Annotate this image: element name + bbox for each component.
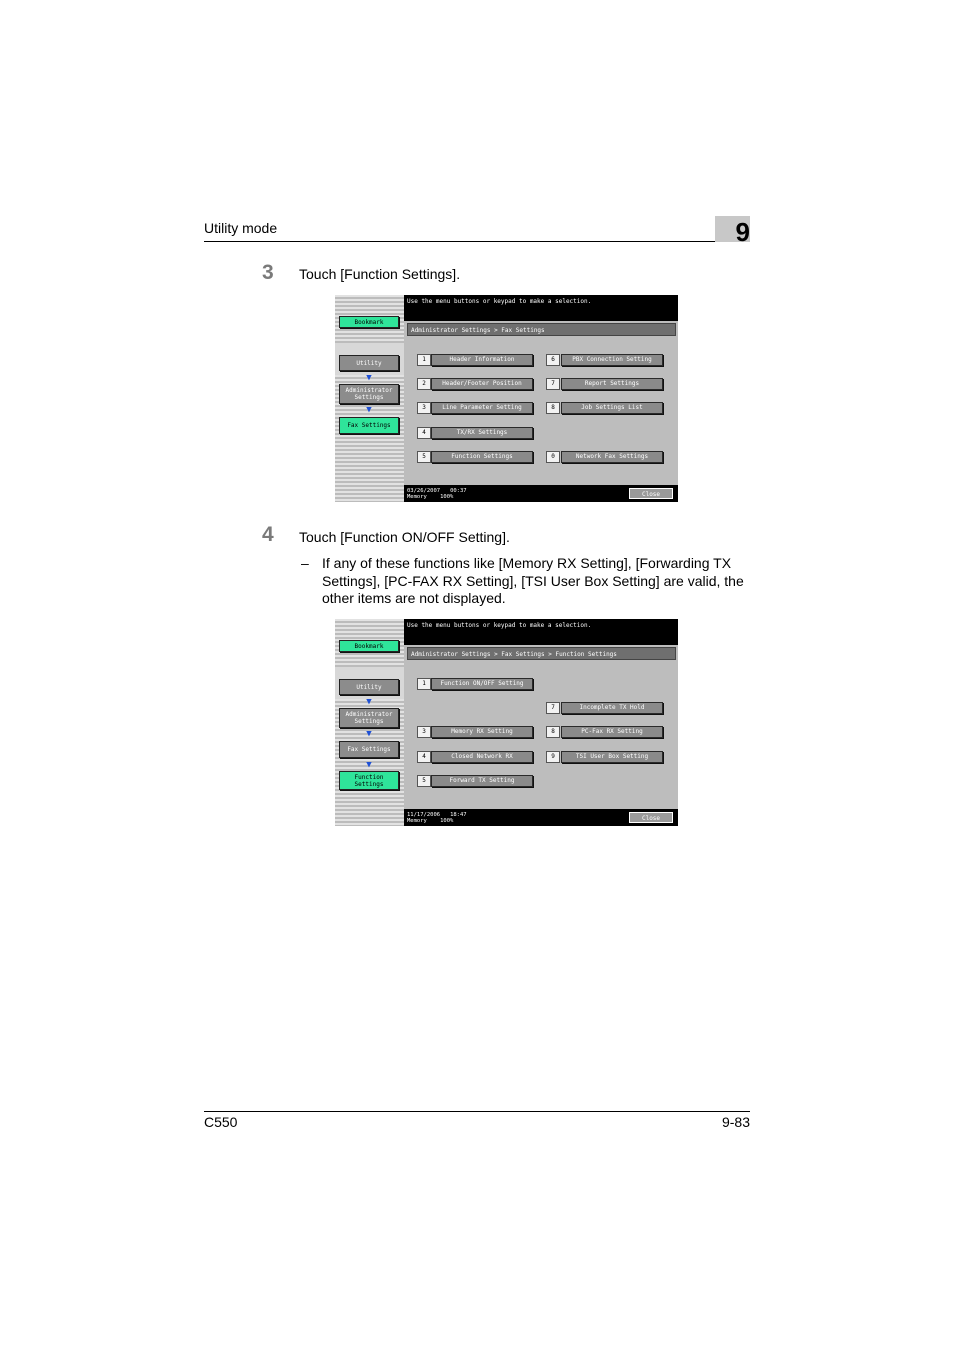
screen-sidebar (335, 619, 404, 826)
date-readout: 03/26/2007 (407, 488, 441, 494)
function-settings-screen (335, 619, 678, 826)
incomplete-tx-hold-button[interactable]: Incomplete TX Hold (561, 702, 663, 714)
footer-rule (204, 1111, 750, 1112)
arrow-down-icon: ▼ (366, 729, 372, 739)
step-note: If any of these functions like [Memory RX Setting], [Forwarding TX Settings], [PC-FAX RX Setting], [TSI User Box Setting] are valid, the other items are not displayed. (322, 555, 744, 606)
time-readout: 18:47 (450, 812, 467, 818)
time-readout: 00:37 (450, 488, 467, 494)
sidebar-admin-settings-button[interactable]: Administrator Settings (339, 708, 399, 728)
running-header: Utility mode (204, 220, 278, 236)
item-number: 3 (417, 402, 431, 414)
sidebar-utility-button[interactable]: Utility (339, 679, 399, 695)
sidebar-fax-settings-button[interactable]: Fax Settings (339, 741, 399, 758)
header-footer-position-button[interactable]: Header/Footer Position (431, 378, 533, 390)
note-dash: – (301, 555, 309, 571)
sidebar-admin-settings-button[interactable]: Administrator Settings (339, 384, 399, 404)
sidebar-function-settings-button[interactable]: Function Settings (339, 771, 399, 790)
bookmark-button[interactable]: Bookmark (339, 640, 399, 652)
footer-model: C550 (204, 1114, 238, 1130)
forward-tx-setting-button[interactable]: Forward TX Setting (431, 775, 533, 787)
date-readout: 11/17/2006 (407, 812, 441, 818)
sidebar-utility-button[interactable]: Utility (339, 355, 399, 371)
item-number: 7 (546, 702, 560, 714)
arrow-down-icon: ▼ (366, 697, 372, 707)
header-information-button[interactable]: Header Information (431, 354, 533, 366)
item-number: 9 (546, 751, 560, 763)
step-number: 3 (262, 261, 274, 284)
instruction-bar: Use the menu buttons or keypad to make a selection. (404, 295, 678, 321)
job-settings-list-button[interactable]: Job Settings List (561, 402, 663, 414)
chapter-number: 9 (735, 217, 750, 247)
page-number: 9-83 (721, 1114, 750, 1130)
item-number: 7 (546, 378, 560, 390)
item-number: 4 (417, 751, 431, 763)
step-text: Touch [Function ON/OFF Setting]. (299, 529, 510, 545)
item-number: 5 (417, 775, 431, 787)
arrow-down-icon: ▼ (366, 405, 372, 415)
step-number: 4 (262, 523, 274, 546)
sidebar-fax-settings-button[interactable]: Fax Settings (339, 417, 399, 434)
function-settings-button[interactable]: Function Settings (431, 451, 533, 463)
header-rule (204, 241, 750, 242)
memory-value: 100% (440, 494, 454, 500)
item-number: 4 (417, 427, 431, 439)
close-button[interactable]: Close (629, 488, 673, 499)
memory-label: Memory (407, 818, 427, 824)
item-number: 1 (417, 354, 431, 366)
breadcrumb: Administrator Settings > Fax Settings > Function Settings (407, 647, 676, 660)
item-number: 5 (417, 451, 431, 463)
item-number: 3 (417, 726, 431, 738)
pc-fax-rx-setting-button[interactable]: PC-Fax RX Setting (561, 726, 663, 738)
breadcrumb: Administrator Settings > Fax Settings (407, 323, 676, 336)
screen-sidebar (335, 295, 404, 502)
item-number: 8 (546, 402, 560, 414)
step-text: Touch [Function Settings]. (299, 266, 461, 282)
arrow-down-icon: ▼ (366, 373, 372, 383)
item-number: 6 (546, 354, 560, 366)
report-settings-button[interactable]: Report Settings (561, 378, 663, 390)
instruction-bar: Use the menu buttons or keypad to make a selection. (404, 619, 678, 645)
item-number: 0 (546, 451, 560, 463)
item-number: 8 (546, 726, 560, 738)
function-on-off-setting-button[interactable]: Function ON/OFF Setting (431, 678, 533, 690)
tsi-user-box-setting-button[interactable]: TSI User Box Setting (561, 751, 663, 763)
memory-value: 100% (440, 818, 454, 824)
arrow-down-icon: ▼ (366, 760, 372, 770)
closed-network-rx-button[interactable]: Closed Network RX (431, 751, 533, 763)
item-number: 1 (417, 678, 431, 690)
close-button[interactable]: Close (629, 812, 673, 823)
item-number: 2 (417, 378, 431, 390)
network-fax-settings-button[interactable]: Network Fax Settings (561, 451, 663, 463)
tx-rx-settings-button[interactable]: TX/RX Settings (431, 427, 533, 439)
memory-label: Memory (407, 494, 427, 500)
line-parameter-setting-button[interactable]: Line Parameter Setting (431, 402, 533, 414)
bookmark-button[interactable]: Bookmark (339, 316, 399, 328)
memory-rx-setting-button[interactable]: Memory RX Setting (431, 726, 533, 738)
pbx-connection-setting-button[interactable]: PBX Connection Setting (561, 354, 663, 366)
fax-settings-screen (335, 295, 678, 502)
